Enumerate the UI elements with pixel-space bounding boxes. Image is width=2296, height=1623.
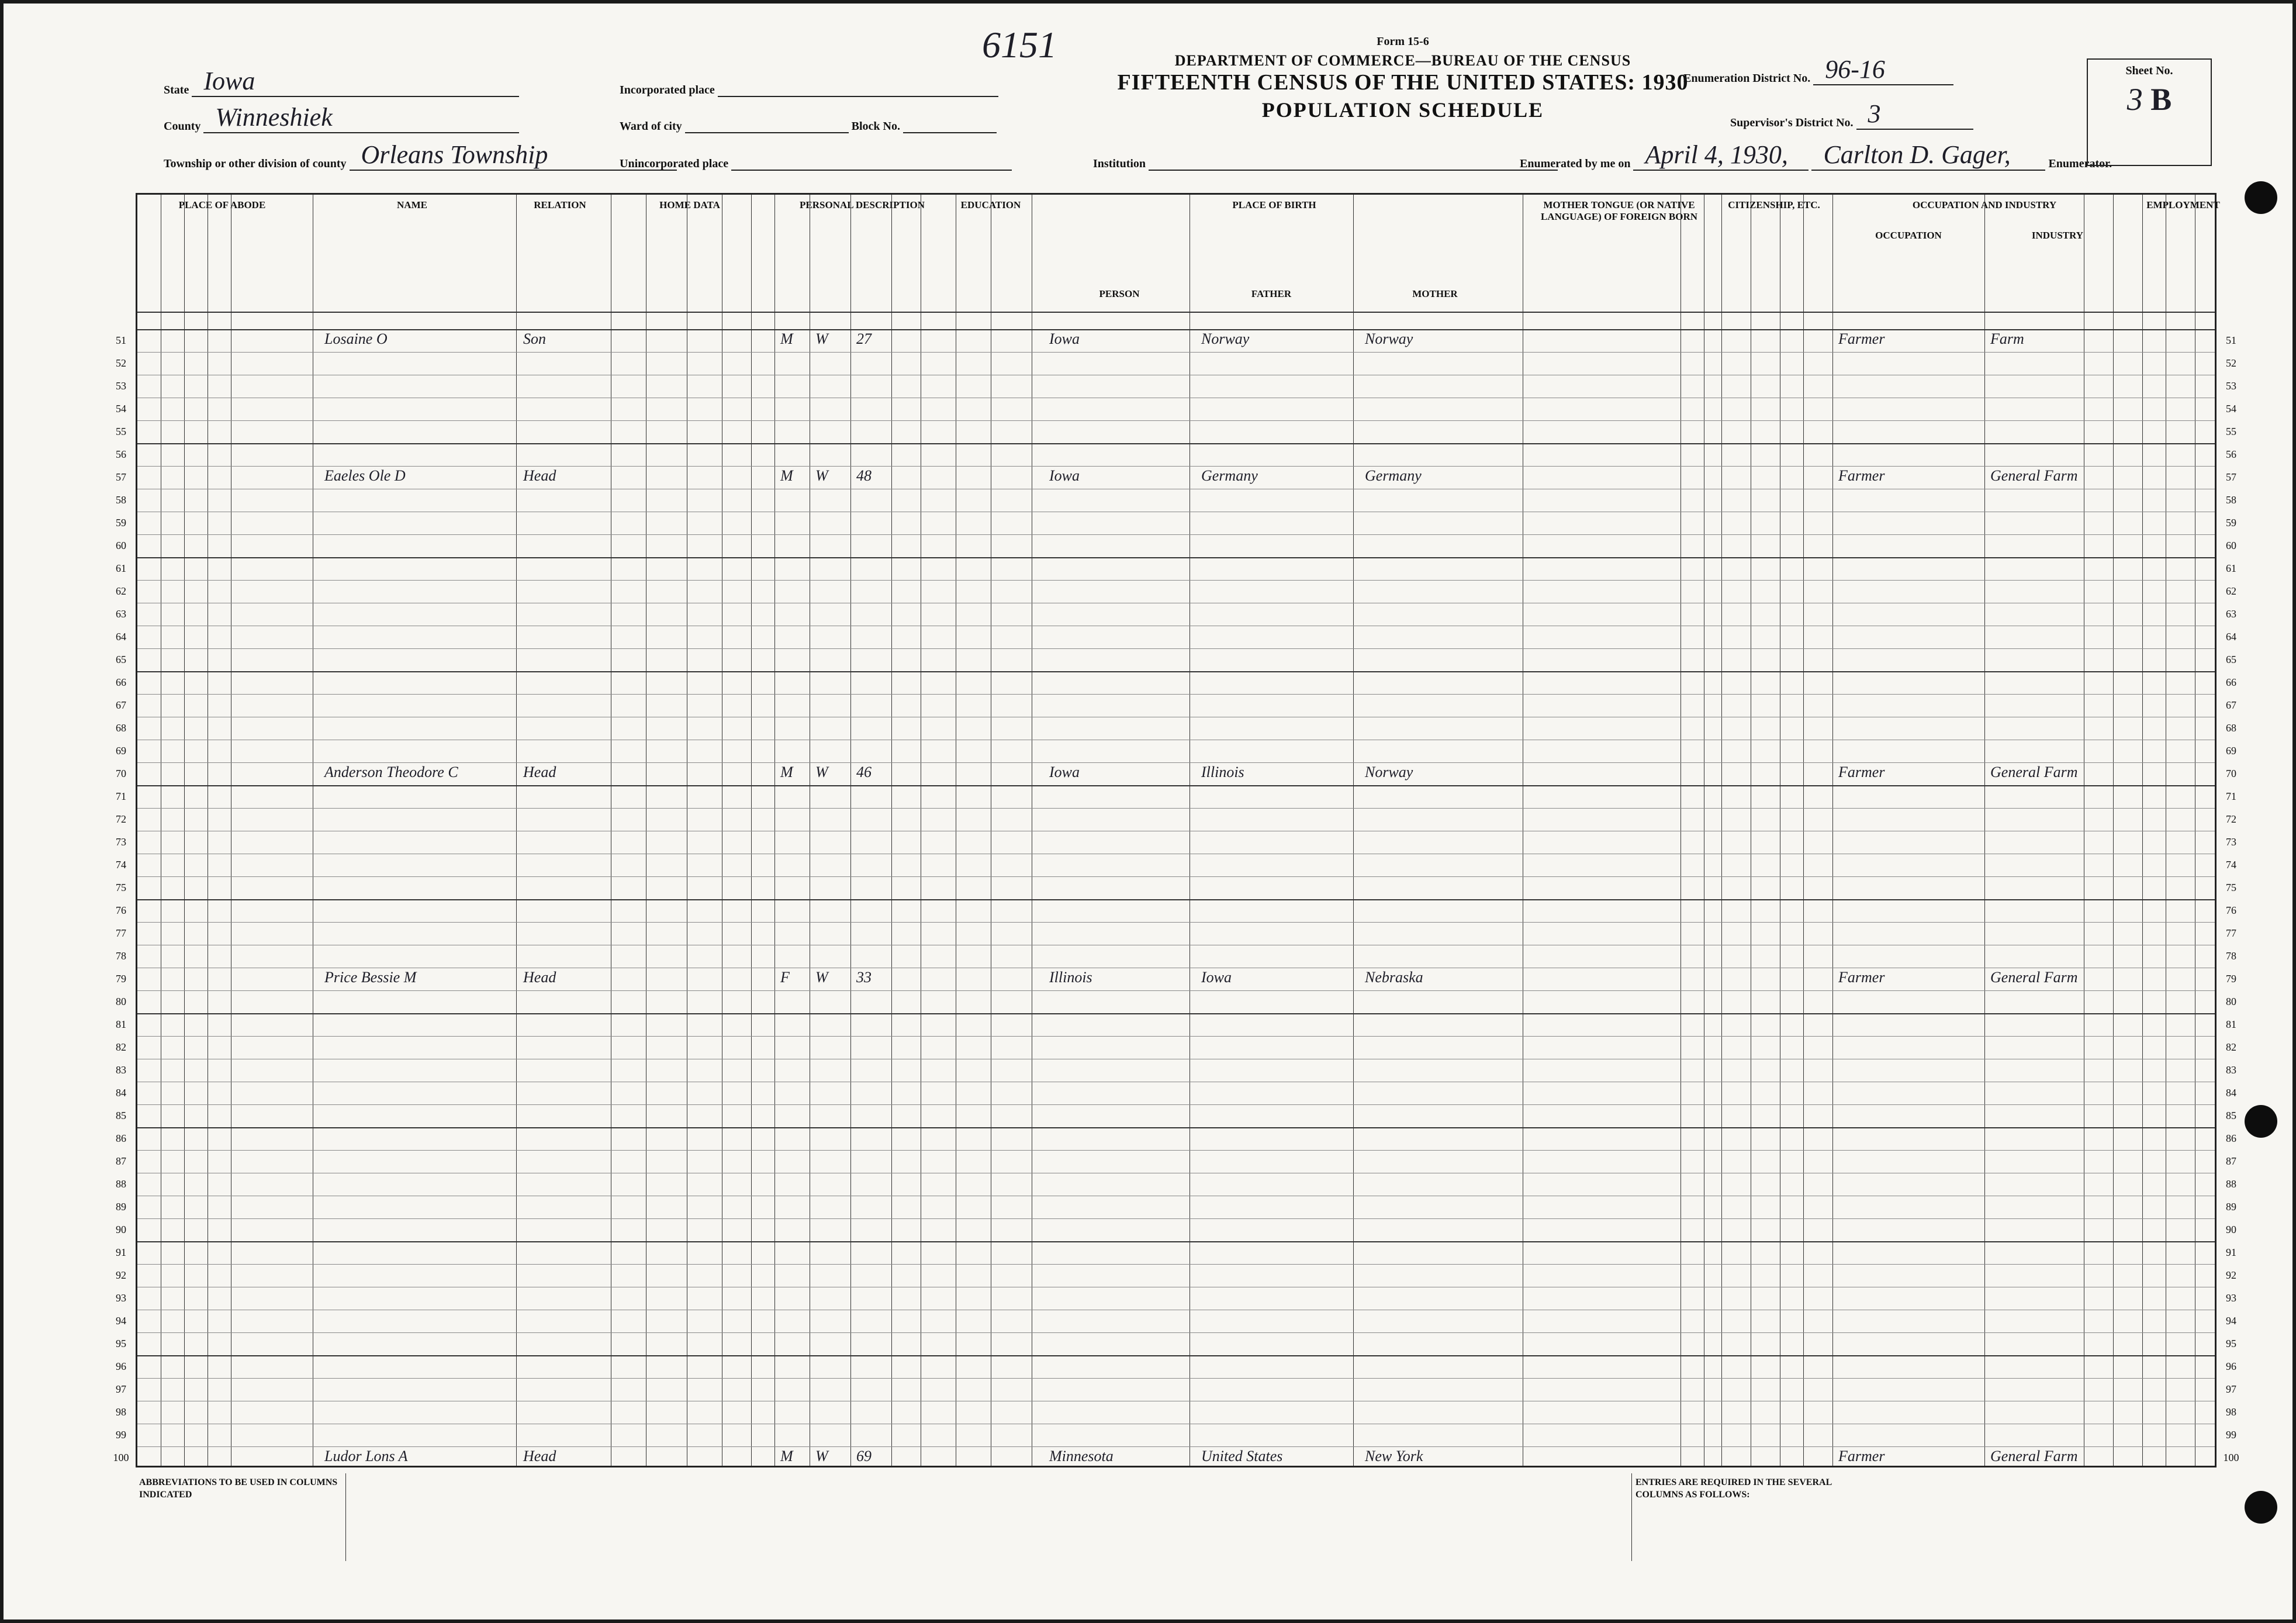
row-number: 66 bbox=[116, 676, 126, 688]
row-number: 92 bbox=[2226, 1269, 2236, 1281]
row-number: 86 bbox=[2226, 1132, 2236, 1144]
entry-sex: M bbox=[780, 467, 793, 484]
row-number: 56 bbox=[2226, 448, 2236, 460]
unincorporated-field bbox=[620, 150, 1012, 171]
row-number: 99 bbox=[2226, 1428, 2236, 1441]
entry-relation: Head bbox=[523, 467, 556, 484]
row-rule bbox=[137, 1378, 2215, 1379]
row-number: 80 bbox=[116, 995, 126, 1007]
employment-heading: EMPLOYMENT bbox=[2146, 199, 2220, 210]
row-rule bbox=[137, 899, 2215, 900]
row-number: 56 bbox=[116, 448, 126, 460]
row-number: 62 bbox=[2226, 585, 2236, 597]
row-number: 79 bbox=[2226, 972, 2236, 985]
row-rule bbox=[137, 1218, 2215, 1219]
unincorporated-label: Unincorporated place bbox=[620, 157, 729, 170]
row-number: 60 bbox=[116, 539, 126, 551]
row-number: 61 bbox=[2226, 562, 2236, 574]
column-divider bbox=[850, 195, 851, 1466]
column-divider bbox=[1353, 195, 1354, 1466]
entry-relation: Head bbox=[523, 764, 556, 781]
row-number: 71 bbox=[116, 790, 126, 802]
column-divider bbox=[1721, 195, 1722, 1466]
county-value: Winneshiek bbox=[215, 103, 333, 132]
incorporated-field bbox=[620, 76, 998, 97]
entry-mother: Norway bbox=[1365, 764, 1413, 781]
punch-hole bbox=[2245, 1105, 2277, 1138]
mother-subhead: MOTHER bbox=[1412, 288, 1458, 299]
census-title: FIFTEENTH CENSUS OF THE UNITED STATES: 1930 bbox=[1117, 70, 1689, 95]
entry-sex: F bbox=[780, 969, 790, 986]
entry-occupation: Farmer bbox=[1838, 764, 1885, 781]
column-divider bbox=[1984, 195, 1985, 1466]
row-number: 85 bbox=[116, 1109, 126, 1121]
entry-sex: M bbox=[780, 1448, 793, 1465]
entry-age: 48 bbox=[856, 467, 872, 484]
entry-sex: M bbox=[780, 764, 793, 781]
row-number: 100 bbox=[113, 1451, 129, 1463]
punch-hole bbox=[2245, 181, 2277, 214]
state-value: Iowa bbox=[203, 67, 255, 95]
county-field bbox=[164, 103, 519, 133]
entry-race: W bbox=[815, 1448, 828, 1465]
entry-occupation: Farmer bbox=[1838, 330, 1885, 347]
row-number: 63 bbox=[2226, 607, 2236, 620]
row-number: 94 bbox=[116, 1314, 126, 1327]
entry-relation: Head bbox=[523, 1448, 556, 1465]
row-number: 62 bbox=[116, 585, 126, 597]
row-rule bbox=[137, 1036, 2215, 1037]
row-rule bbox=[137, 420, 2215, 421]
row-rule bbox=[137, 352, 2215, 353]
row-number: 74 bbox=[116, 858, 126, 871]
row-number: 100 bbox=[2223, 1451, 2239, 1463]
column-divider bbox=[891, 195, 892, 1466]
township-value: Orleans Township bbox=[361, 140, 548, 169]
row-number: 67 bbox=[116, 699, 126, 711]
row-number: 76 bbox=[2226, 904, 2236, 916]
entries-required-title: ENTRIES ARE REQUIRED IN THE SEVERAL COLUMNS AS FOLLOWS: bbox=[1635, 1477, 1832, 1500]
entries-required-box bbox=[1632, 1473, 1877, 1561]
row-number: 94 bbox=[2226, 1314, 2236, 1327]
enumerated-label: Enumerated by me on bbox=[1520, 157, 1631, 170]
column-divider bbox=[184, 195, 185, 1466]
county-label: County bbox=[164, 120, 201, 133]
entry-age: 33 bbox=[856, 969, 872, 986]
row-rule bbox=[137, 466, 2215, 467]
row-number: 76 bbox=[116, 904, 126, 916]
row-number: 90 bbox=[2226, 1223, 2236, 1235]
row-rule bbox=[137, 648, 2215, 649]
enumerated-field bbox=[1520, 140, 2112, 171]
entry-name: Losaine O bbox=[324, 330, 388, 347]
footer bbox=[136, 1473, 2217, 1567]
row-number: 53 bbox=[116, 379, 126, 392]
row-number: 55 bbox=[2226, 425, 2236, 437]
row-number: 67 bbox=[2226, 699, 2236, 711]
row-number: 91 bbox=[2226, 1246, 2236, 1258]
entry-birthplace: Iowa bbox=[1049, 467, 1080, 484]
entry-father: Iowa bbox=[1201, 969, 1232, 986]
row-number: 84 bbox=[116, 1086, 126, 1099]
row-rule bbox=[137, 808, 2215, 809]
supervisor-label: Supervisor's District No. bbox=[1730, 116, 1854, 129]
entry-name: Price Bessie M bbox=[324, 969, 417, 986]
place-of-abode-heading: PLACE OF ABODE bbox=[178, 199, 266, 210]
row-number: 78 bbox=[116, 949, 126, 962]
row-number: 98 bbox=[116, 1406, 126, 1418]
row-number: 84 bbox=[2226, 1086, 2236, 1099]
row-number: 90 bbox=[116, 1223, 126, 1235]
population-grid bbox=[113, 193, 2239, 1467]
row-number: 95 bbox=[2226, 1337, 2236, 1349]
row-number: 91 bbox=[116, 1246, 126, 1258]
row-number: 57 bbox=[2226, 471, 2236, 483]
row-rule bbox=[137, 785, 2215, 786]
row-number: 89 bbox=[116, 1200, 126, 1213]
form-number: Form 15-6 bbox=[1377, 35, 1429, 48]
mother-tongue-heading: MOTHER TONGUE (OR NATIVE LANGUAGE) OF FOREIGN BORN bbox=[1540, 199, 1698, 222]
entry-name: Anderson Theodore C bbox=[324, 764, 458, 781]
entry-mother: Nebraska bbox=[1365, 969, 1423, 986]
row-rule bbox=[137, 557, 2215, 558]
entry-relation: Head bbox=[523, 969, 556, 986]
schedule-title: POPULATION SCHEDULE bbox=[1261, 98, 1544, 122]
row-number: 65 bbox=[2226, 653, 2236, 665]
state-field bbox=[164, 67, 519, 97]
column-divider bbox=[1832, 195, 1833, 1466]
entry-age: 46 bbox=[856, 764, 872, 781]
row-number: 92 bbox=[116, 1269, 126, 1281]
personal-description-heading: PERSONAL DESCRIPTION bbox=[800, 199, 925, 210]
entry-father: United States bbox=[1201, 1448, 1283, 1465]
row-rule bbox=[137, 1264, 2215, 1265]
row-rule bbox=[137, 1013, 2215, 1014]
row-number: 66 bbox=[2226, 676, 2236, 688]
entry-occupation: Farmer bbox=[1838, 1448, 1885, 1465]
entry-age: 69 bbox=[856, 1448, 872, 1465]
row-number: 51 bbox=[116, 334, 126, 346]
row-number: 73 bbox=[2226, 835, 2236, 848]
enumerator-label: Enumerator. bbox=[2048, 157, 2112, 170]
column-divider bbox=[2113, 195, 2114, 1466]
entry-mother: Norway bbox=[1365, 330, 1413, 347]
entry-name: Eaeles Ole D bbox=[324, 467, 406, 484]
row-number: 63 bbox=[116, 607, 126, 620]
sheet-number-label: Sheet No. bbox=[2125, 64, 2173, 77]
row-rule bbox=[137, 694, 2215, 695]
row-number: 64 bbox=[116, 630, 126, 643]
sheet-side: B bbox=[2150, 82, 2172, 117]
row-number: 75 bbox=[116, 881, 126, 893]
row-number: 88 bbox=[2226, 1177, 2236, 1190]
entry-relation: Son bbox=[523, 330, 546, 347]
entry-industry: General Farm bbox=[1990, 1448, 2078, 1465]
row-number: 97 bbox=[116, 1383, 126, 1395]
row-number: 83 bbox=[116, 1063, 126, 1076]
entry-birthplace: Illinois bbox=[1049, 969, 1092, 986]
column-divider bbox=[1680, 195, 1681, 1466]
row-number: 97 bbox=[2226, 1383, 2236, 1395]
entry-mother: New York bbox=[1365, 1448, 1423, 1465]
row-number: 54 bbox=[116, 402, 126, 415]
row-number: 52 bbox=[2226, 357, 2236, 369]
row-number: 78 bbox=[2226, 949, 2236, 962]
home-data-heading: HOME DATA bbox=[659, 199, 720, 210]
row-number: 87 bbox=[2226, 1155, 2236, 1167]
row-number: 93 bbox=[2226, 1292, 2236, 1304]
ward-label: Ward of city bbox=[620, 120, 682, 133]
row-number: 52 bbox=[116, 357, 126, 369]
entry-industry: General Farm bbox=[1990, 467, 2078, 484]
row-number: 82 bbox=[116, 1041, 126, 1053]
entry-name: Ludor Lons A bbox=[324, 1448, 408, 1465]
row-number: 70 bbox=[116, 767, 126, 779]
row-number: 81 bbox=[2226, 1018, 2236, 1030]
entry-industry: Farm bbox=[1990, 330, 2024, 347]
row-number: 98 bbox=[2226, 1406, 2236, 1418]
column-divider bbox=[2142, 195, 2143, 1466]
sheet-number-box bbox=[2087, 58, 2212, 166]
relation-heading: RELATION bbox=[534, 199, 586, 210]
row-number: 54 bbox=[2226, 402, 2236, 415]
row-number: 53 bbox=[2226, 379, 2236, 392]
column-divider bbox=[774, 195, 775, 1466]
row-number: 89 bbox=[2226, 1200, 2236, 1213]
education-heading: EDUCATION bbox=[960, 199, 1021, 210]
row-rule bbox=[137, 534, 2215, 535]
abbreviations-title: ABBREVIATIONS TO BE USED IN COLUMNS INDICATED bbox=[139, 1477, 338, 1500]
row-number: 72 bbox=[2226, 813, 2236, 825]
entry-race: W bbox=[815, 330, 828, 347]
entry-industry: General Farm bbox=[1990, 764, 2078, 781]
entry-father: Norway bbox=[1201, 330, 1250, 347]
punch-hole bbox=[2245, 1491, 2277, 1524]
row-number: 71 bbox=[2226, 790, 2236, 802]
header-rule bbox=[137, 312, 2215, 313]
person-subhead: PERSON bbox=[1099, 288, 1140, 299]
row-number: 65 bbox=[116, 653, 126, 665]
row-number: 77 bbox=[2226, 927, 2236, 939]
state-label: State bbox=[164, 84, 189, 96]
citizenship-heading: CITIZENSHIP, ETC. bbox=[1728, 199, 1820, 210]
row-rule bbox=[137, 329, 2215, 330]
occupation-industry-heading: OCCUPATION AND INDUSTRY bbox=[1912, 199, 2057, 210]
row-number: 55 bbox=[116, 425, 126, 437]
row-number: 87 bbox=[116, 1155, 126, 1167]
row-rule bbox=[137, 922, 2215, 923]
entry-father: Illinois bbox=[1201, 764, 1244, 781]
row-number: 81 bbox=[116, 1018, 126, 1030]
department-title: DEPARTMENT OF COMMERCE—BUREAU OF THE CENSUS bbox=[1174, 52, 1631, 69]
row-number: 57 bbox=[116, 471, 126, 483]
row-rule bbox=[137, 1127, 2215, 1128]
row-rule bbox=[137, 1104, 2215, 1105]
township-field bbox=[164, 140, 677, 171]
row-number: 69 bbox=[2226, 744, 2236, 757]
row-rule bbox=[137, 1241, 2215, 1242]
row-rule bbox=[137, 876, 2215, 877]
row-number: 60 bbox=[2226, 539, 2236, 551]
row-number: 82 bbox=[2226, 1041, 2236, 1053]
row-number: 79 bbox=[116, 972, 126, 985]
entry-father: Germany bbox=[1201, 467, 1258, 484]
entry-race: W bbox=[815, 467, 828, 484]
row-number: 69 bbox=[116, 744, 126, 757]
row-number: 61 bbox=[116, 562, 126, 574]
row-number: 75 bbox=[2226, 881, 2236, 893]
institution-field bbox=[1093, 150, 1558, 171]
father-subhead: FATHER bbox=[1251, 288, 1292, 299]
enumerator-value: Carlton D. Gager, bbox=[1823, 140, 2011, 169]
row-rule bbox=[137, 762, 2215, 763]
supervisor-value: 3 bbox=[1868, 99, 1881, 128]
supervisor-field bbox=[1730, 99, 1973, 130]
abbreviation-codes bbox=[346, 1473, 1632, 1561]
name-heading: NAME bbox=[397, 199, 427, 210]
row-number: 74 bbox=[2226, 858, 2236, 871]
row-number: 70 bbox=[2226, 767, 2236, 779]
township-label: Township or other division of county bbox=[164, 157, 347, 170]
enum-district-value: 96-16 bbox=[1825, 55, 1885, 84]
date-value: April 4, 1930, bbox=[1645, 140, 1788, 169]
entry-race: W bbox=[815, 764, 828, 781]
row-number: 72 bbox=[116, 813, 126, 825]
row-number: 85 bbox=[2226, 1109, 2236, 1121]
row-number: 59 bbox=[116, 516, 126, 529]
row-rule bbox=[137, 671, 2215, 672]
entry-birthplace: Iowa bbox=[1049, 764, 1080, 781]
industry-subhead: INDUSTRY bbox=[2031, 230, 2084, 241]
row-number: 96 bbox=[116, 1360, 126, 1372]
row-number: 88 bbox=[116, 1177, 126, 1190]
entry-mother: Germany bbox=[1365, 467, 1422, 484]
top-number: 6151 bbox=[982, 24, 1057, 65]
row-number: 93 bbox=[116, 1292, 126, 1304]
row-rule bbox=[137, 990, 2215, 991]
row-rule bbox=[137, 443, 2215, 444]
row-number: 99 bbox=[116, 1428, 126, 1441]
row-number: 58 bbox=[2226, 493, 2236, 506]
row-number: 64 bbox=[2226, 630, 2236, 643]
ward-field bbox=[620, 112, 997, 133]
row-rule bbox=[137, 1355, 2215, 1356]
row-number: 51 bbox=[2226, 334, 2236, 346]
row-number: 73 bbox=[116, 835, 126, 848]
entry-occupation: Farmer bbox=[1838, 969, 1885, 986]
entry-birthplace: Iowa bbox=[1049, 330, 1080, 347]
entry-age: 27 bbox=[856, 330, 872, 347]
incorporated-label: Incorporated place bbox=[620, 84, 715, 96]
row-number: 96 bbox=[2226, 1360, 2236, 1372]
row-number: 80 bbox=[2226, 995, 2236, 1007]
row-number: 86 bbox=[116, 1132, 126, 1144]
row-rule bbox=[137, 1150, 2215, 1151]
row-number: 59 bbox=[2226, 516, 2236, 529]
row-number: 83 bbox=[2226, 1063, 2236, 1076]
entry-sex: M bbox=[780, 330, 793, 347]
row-number: 77 bbox=[116, 927, 126, 939]
row-number: 68 bbox=[116, 721, 126, 734]
entry-occupation: Farmer bbox=[1838, 467, 1885, 484]
column-divider bbox=[751, 195, 752, 1466]
institution-label: Institution bbox=[1093, 157, 1146, 170]
row-number: 95 bbox=[116, 1337, 126, 1349]
entry-industry: General Farm bbox=[1990, 969, 2078, 986]
enum-district-label: Enumeration District No. bbox=[1683, 72, 1811, 85]
row-number: 58 bbox=[116, 493, 126, 506]
entry-race: W bbox=[815, 969, 828, 986]
block-label: Block No. bbox=[851, 120, 900, 133]
column-divider bbox=[1803, 195, 1804, 1466]
entry-birthplace: Minnesota bbox=[1049, 1448, 1114, 1465]
place-of-birth-heading: PLACE OF BIRTH bbox=[1232, 199, 1316, 210]
column-divider bbox=[516, 195, 517, 1466]
row-rule bbox=[137, 1446, 2215, 1447]
enum-district-field bbox=[1683, 55, 1953, 85]
sheet-number-value: 3 B bbox=[2126, 82, 2172, 117]
occupation-subhead: OCCUPATION bbox=[1875, 230, 1942, 241]
row-rule bbox=[137, 580, 2215, 581]
row-rule bbox=[137, 1332, 2215, 1333]
abbreviations-box bbox=[136, 1473, 346, 1561]
row-number: 68 bbox=[2226, 721, 2236, 734]
